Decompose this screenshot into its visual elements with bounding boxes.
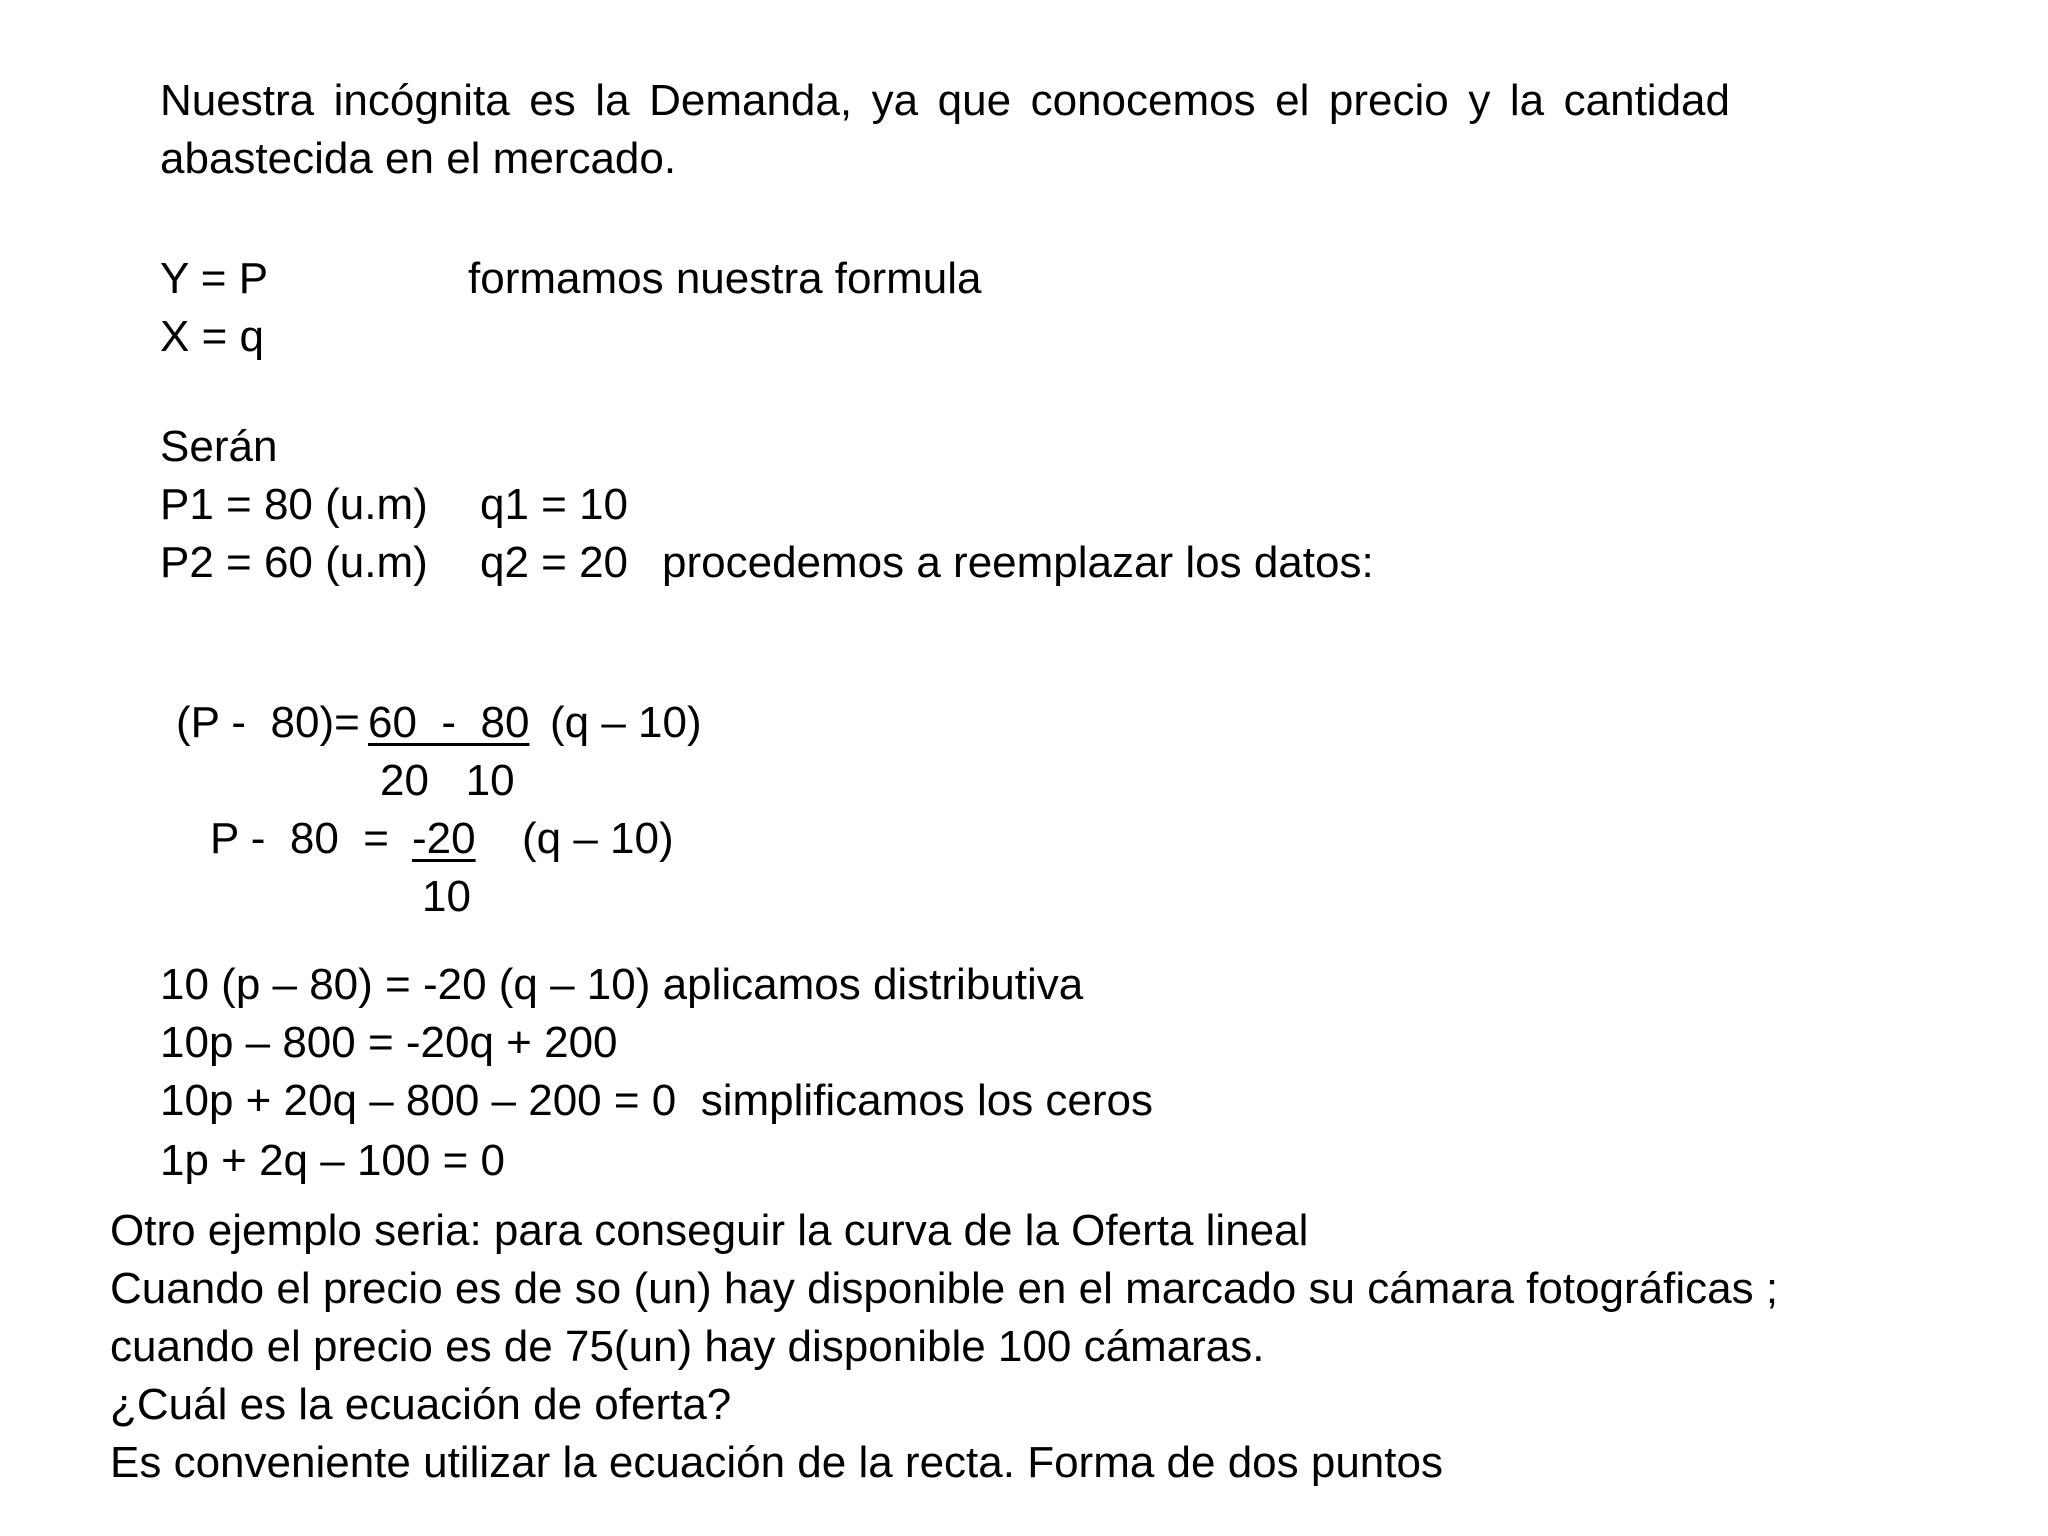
example-block bbox=[110, 1202, 1930, 1492]
equation-2-numerator: -20 bbox=[412, 814, 476, 863]
quantity-1: q1 = 10 bbox=[480, 480, 629, 529]
step-2: 10p – 800 = -20q + 200 bbox=[160, 1018, 618, 1067]
intro-line-2: abastecida en el mercado. bbox=[160, 134, 677, 183]
quantity-2: q2 = 20 bbox=[480, 538, 629, 587]
price-2: P2 = 60 (u.m) bbox=[160, 538, 428, 587]
step-1: 10 (p – 80) = -20 (q – 10) aplicamos distributiva bbox=[160, 960, 1084, 1009]
example-line-4: ¿Cuál es la ecuación de oferta? bbox=[110, 1380, 732, 1429]
y-definition: Y = P bbox=[160, 254, 269, 303]
step-3: 10p + 20q – 800 – 200 = 0 simplificamos los ceros bbox=[160, 1076, 1154, 1125]
equation-1-numerator: 60 - 80 bbox=[368, 698, 530, 747]
example-line-1: Otro ejemplo seria: para conseguir la curva de la Oferta lineal bbox=[110, 1206, 1309, 1255]
equation-2-left: P - 80 = bbox=[210, 814, 389, 863]
equation-2-denominator: 10 bbox=[422, 872, 471, 921]
example-line-3: cuando el precio es de 75(un) hay disponible 100 cámaras. bbox=[110, 1322, 1265, 1371]
replace-note: procedemos a reemplazar los datos: bbox=[662, 538, 1374, 587]
equation-1-right: (q – 10) bbox=[550, 698, 702, 747]
example-line-5: Es conveniente utilizar la ecuación de la recta. Forma de dos puntos bbox=[110, 1438, 1443, 1487]
equation-1-left: (P - 80)= bbox=[176, 698, 360, 747]
formula-note: formamos nuestra formula bbox=[468, 254, 982, 303]
data-heading: Serán bbox=[160, 422, 278, 471]
intro-paragraph bbox=[160, 72, 1730, 188]
step-4: 1p + 2q – 100 = 0 bbox=[160, 1136, 505, 1185]
example-line-2: Cuando el precio es de so (un) hay disponible en el marcado su cámara fotográficas ; bbox=[110, 1264, 1779, 1313]
price-1: P1 = 80 (u.m) bbox=[160, 480, 428, 529]
equation-1-denominator: 20 10 bbox=[380, 756, 515, 805]
intro-line-1: Nuestra incógnita es la Demanda, ya que conocemos el precio y la cantidad bbox=[160, 76, 1730, 125]
equation-2-right: (q – 10) bbox=[522, 814, 674, 863]
x-definition: X = q bbox=[160, 312, 264, 361]
